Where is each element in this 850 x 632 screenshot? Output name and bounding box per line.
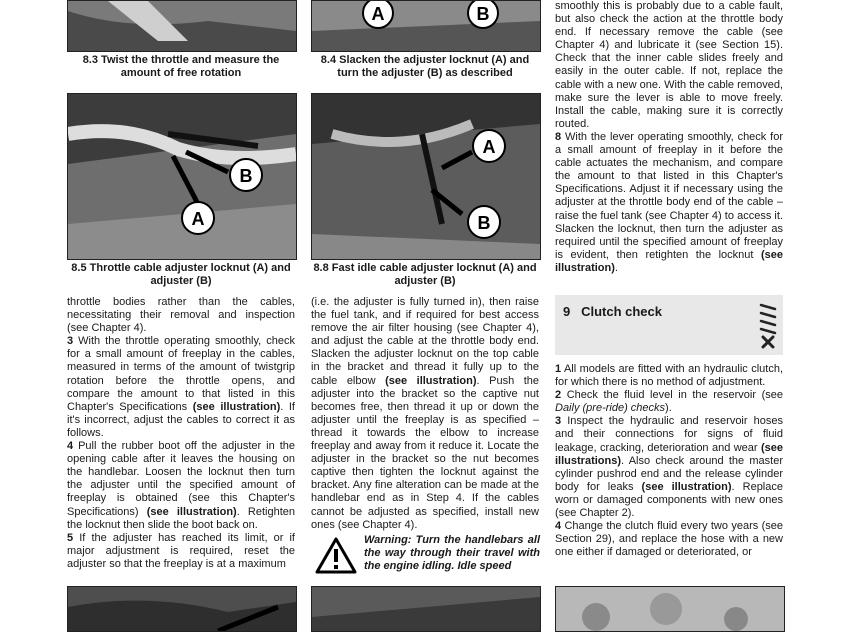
paragraph-step-1: 1 All models are fitted with an hydraulic clutch, for which there is no method of adjustment. — [555, 363, 783, 389]
paragraph: (i.e. the adjuster is fully turned in), then raise the fuel tank, and if required for best access remove the air filter housing (see Chapter 4), and adjust the cable at the throttle body end. Slacken the adjuster locknut on the top cable in the bracket and thread it fully up to the cable elbow (see illustration). Push the adjuster into the bracket so the captive nut becomes free, then thread it up or down the adjuster until the freeplay is as specified – thread it towards the elbow to increase freeplay and away from it reduce it. Locate the adjuster in the bracket so the nut becomes captive then tighten the locknut against the bracket. Any fine alteration can be made at the handlebar end as in Step 4. If the cables cannot be adjusted as specified, install new ones (see Chapter 4). — [311, 296, 539, 531]
tools-icon — [757, 299, 779, 351]
paragraph: throttle bodies rather than the cables, necessitating their removal and inspection (see Chapter 4). — [67, 296, 295, 335]
body-column-3a — [555, 0, 783, 275]
caption-8-4: 8.4 Slacken the adjuster locknut (A) and turn the adjuster (B) as described — [320, 54, 530, 79]
label-b: B — [477, 213, 491, 233]
warning-text: Warning: Turn the handlebars all the way through their travel with the engine idling. Idle speed — [364, 534, 540, 573]
label-a: A — [482, 137, 496, 157]
photo-bottom-1 — [67, 586, 297, 632]
caption-8-3: 8.3 Twist the throttle and measure the amount of free rotation — [82, 54, 280, 79]
photo-bottom-3 — [555, 586, 785, 632]
label-a: A — [371, 4, 385, 24]
photo-8-4 — [311, 0, 541, 52]
body-column-3b — [555, 363, 783, 559]
section-header — [555, 295, 783, 355]
photo-8-3 — [67, 0, 297, 52]
caption-8-5: 8.5 Throttle cable adjuster locknut (A) and adjuster (B) — [71, 262, 291, 287]
body-column-1 — [67, 296, 295, 571]
paragraph-step-3: 3 Inspect the hydraulic and reservoir hoses and their connections for signs of fluid leakage, cracking, deterioration and wear (see illustrations). Also check around the master cylinder pushrod end and the release cylinder body for leaks (see illustration). Replace worn or damaged components with new ones (see Chapter 2). — [555, 415, 783, 520]
warning-triangle-icon — [314, 536, 358, 576]
paragraph-step-3: 3 With the throttle operating smoothly, check for a small amount of freeplay in the cables, measured in terms of the amount of twistgrip rotation before the throttle opens, and compare the amount to that listed in this Chapter's Specifications (see illustration). If it's incorrect, adjust the cables to correct it as follows. — [67, 335, 295, 439]
label-a: A — [191, 209, 205, 229]
photo-8-5 — [67, 93, 297, 260]
paragraph-step-5: 5 If the adjuster has reached its limit, or if major adjustment is required, reset the adjuster so that the freeplay is at a maximum — [67, 531, 295, 570]
paragraph-step-8: 8 With the lever operating smoothly, check for a small amount of freeplay in it before the cable actuates the mechanism, and compare the amount to that listed in this Chapter's Specifications. Adjust it if necessary using the adjuster at the throttle body end of the cable – raise the fuel tank (see Chapter 4) to access it. Slacken the locknut, then turn the adjuster as required until the specified amount of freeplay is evident, then retighten the locknut (see illustration). — [555, 130, 784, 274]
caption-8-8: 8.8 Fast idle cable adjuster locknut (A) and adjuster (B) — [313, 262, 537, 287]
body-column-2 — [311, 296, 539, 532]
paragraph: smoothly this is probably due to a cable fault, but also check the action at the throttle body end. If necessary remove the cable (see Chapter 4) and lubricate it (see Section 15). Check that the inner cable slides freely and easily in the outer cable. If not, replace the cable with a new one. With the cable removed, make sure the lever is able to move freely. Install the cable, making sure it is correctly routed. — [555, 0, 783, 130]
photo-bottom-2 — [311, 586, 541, 632]
paragraph-step-4: 4 Pull the rubber boot off the adjuster in the opening cable after it leaves the housing on the handlebar. Loosen the locknut then turn the adjuster until the specified amount of freeplay is obtained (see this Chapter's Specifications) (see illustration). Retighten the locknut then slide the boot back on. — [67, 440, 296, 531]
label-b: B — [476, 4, 490, 24]
paragraph-step-4: 4 Change the clutch fluid every two years (see Section 29), and replace the hose with a new one either if damaged or deteriorated, or — [555, 520, 783, 559]
paragraph-step-2: 2 Check the fluid level in the reservoir (see Daily (pre-ride) checks). — [555, 389, 783, 415]
photo-8-8 — [311, 93, 541, 260]
label-b: B — [239, 166, 253, 186]
section-title: 9 Clutch check — [563, 304, 662, 319]
warning-block — [312, 534, 540, 574]
